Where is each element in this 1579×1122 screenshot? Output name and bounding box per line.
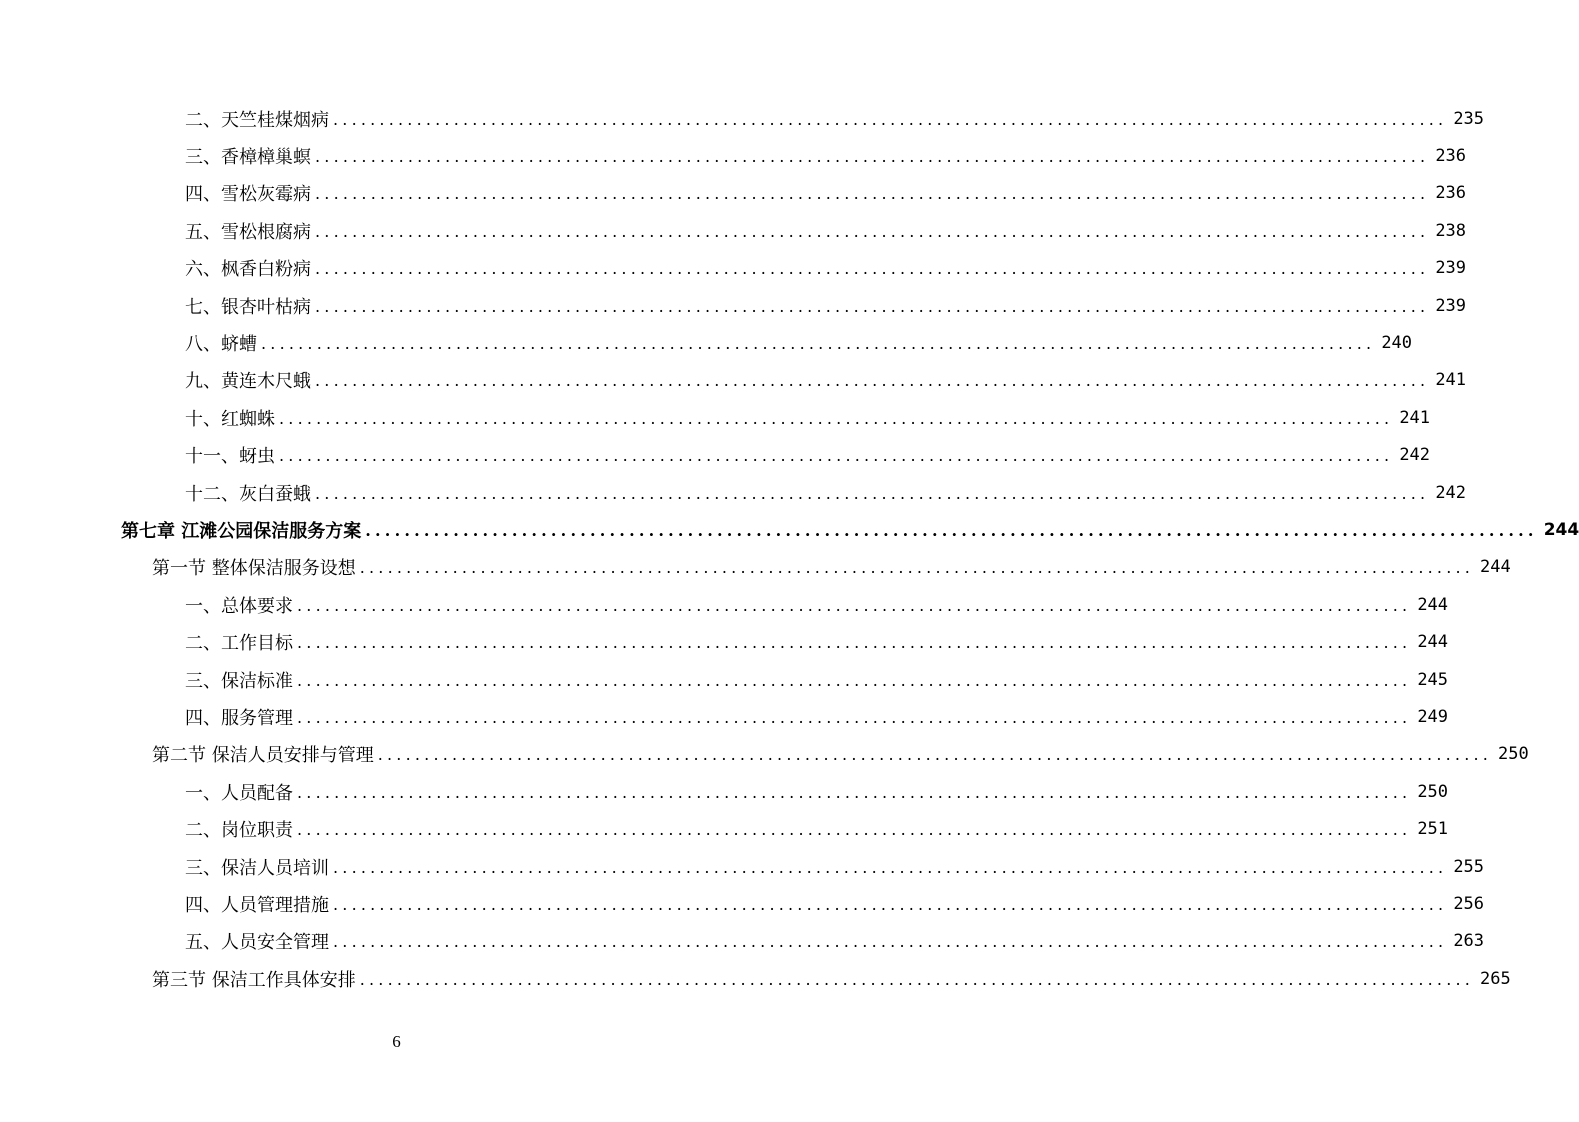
toc-dot-leader: ........................................................................................................................	[315, 184, 1430, 204]
toc-item-entry[interactable]	[0, 175, 1467, 212]
toc-dot-leader: ........................................................................................................................	[333, 857, 1448, 877]
toc-entry-page-number: 244	[1543, 519, 1579, 540]
toc-item-entry[interactable]	[0, 362, 1467, 399]
toc-entry-label: 第七章 江滩公园保洁服务方案	[121, 517, 365, 543]
toc-entry-page-number: 250	[1417, 781, 1449, 802]
toc-item-entry[interactable]	[0, 923, 1485, 960]
toc-item-entry[interactable]	[0, 212, 1467, 249]
toc-dot-leader: ........................................................................................................................	[333, 109, 1448, 129]
toc-dot-leader: ........................................................................................................................	[297, 670, 1412, 690]
toc-entry-page-number: 241	[1399, 407, 1431, 428]
toc-item-entry[interactable]	[0, 698, 1449, 735]
toc-entry-label: 十、红蜘蛛	[185, 405, 279, 431]
toc-dot-leader: ........................................................................................................................	[297, 782, 1412, 802]
toc-item-entry[interactable]	[0, 885, 1485, 922]
toc-entry-label: 四、雪松灰霉病	[185, 180, 315, 206]
toc-item-entry[interactable]	[0, 474, 1467, 511]
toc-entry-label: 八、蛴螬	[185, 330, 261, 356]
toc-entry-page-number: 240	[1381, 333, 1413, 354]
toc-entry-page-number: 265	[1480, 968, 1511, 989]
toc-entry-label: 一、总体要求	[185, 592, 297, 618]
toc-entry-page-number: 239	[1435, 295, 1467, 316]
table-of-contents	[0, 100, 1579, 997]
toc-dot-leader: ........................................................................................................................	[359, 558, 1475, 578]
toc-entry-label: 四、服务管理	[185, 704, 297, 730]
toc-dot-leader: ........................................................................................................................	[315, 259, 1430, 279]
toc-entry-label: 三、保洁标准	[185, 667, 297, 693]
toc-item-entry[interactable]	[0, 137, 1467, 174]
page-number: 6	[392, 1032, 401, 1051]
toc-entry-page-number: 255	[1453, 856, 1485, 877]
toc-entry-page-number: 263	[1453, 931, 1485, 952]
toc-entry-page-number: 236	[1435, 183, 1467, 204]
toc-section-entry[interactable]	[0, 549, 1511, 586]
toc-entry-label: 二、岗位职责	[185, 816, 297, 842]
toc-entry-label: 六、枫香白粉病	[185, 255, 315, 281]
toc-entry-label: 四、人员管理措施	[185, 891, 333, 917]
toc-entry-page-number: 236	[1435, 146, 1467, 167]
toc-dot-leader: ........................................................................................................................	[333, 932, 1448, 952]
toc-entry-label: 五、人员安全管理	[185, 928, 333, 954]
toc-entry-label: 第一节 整体保洁服务设想	[152, 554, 360, 580]
toc-dot-leader: ........................................................................................................................	[297, 633, 1412, 653]
toc-entry-label: 三、香樟樟巢螟	[185, 143, 315, 169]
toc-dot-leader: ........................................................................................................................	[315, 483, 1430, 503]
toc-entry-page-number: 245	[1417, 669, 1449, 690]
toc-entry-page-number: 241	[1435, 370, 1467, 391]
toc-entry-label: 第二节 保洁人员安排与管理	[152, 741, 378, 767]
toc-entry-page-number: 235	[1453, 108, 1485, 129]
toc-entry-label: 十二、灰白蚕蛾	[185, 480, 315, 506]
toc-entry-page-number: 244	[1480, 557, 1511, 578]
toc-entry-page-number: 242	[1399, 445, 1431, 466]
toc-dot-leader: ........................................................................................................................	[359, 969, 1475, 989]
toc-entry-label: 九、黄连木尺蛾	[185, 367, 315, 393]
toc-dot-leader: ........................................................................................................................	[365, 520, 1538, 540]
toc-entry-page-number: 244	[1417, 594, 1449, 615]
toc-item-entry[interactable]	[0, 810, 1449, 847]
toc-dot-leader: ........................................................................................................................	[279, 446, 1394, 466]
toc-entry-label: 三、保洁人员培训	[185, 854, 333, 880]
toc-item-entry[interactable]	[0, 773, 1449, 810]
toc-dot-leader: ........................................................................................................................	[315, 147, 1430, 167]
toc-entry-page-number: 249	[1417, 706, 1449, 727]
toc-item-entry[interactable]	[0, 661, 1449, 698]
toc-chapter-entry[interactable]	[0, 511, 1579, 548]
toc-entry-page-number: 250	[1498, 744, 1529, 765]
toc-entry-page-number: 238	[1435, 220, 1467, 241]
toc-entry-label: 七、银杏叶枯病	[185, 293, 315, 319]
toc-item-entry[interactable]	[0, 848, 1485, 885]
toc-entry-label: 二、工作目标	[185, 629, 297, 655]
toc-dot-leader: ........................................................................................................................	[315, 296, 1430, 316]
toc-dot-leader: ........................................................................................................................	[297, 820, 1412, 840]
toc-dot-leader: ........................................................................................................................	[333, 894, 1448, 914]
toc-entry-label: 五、雪松根腐病	[185, 218, 315, 244]
toc-entry-page-number: 256	[1453, 893, 1485, 914]
toc-entry-label: 第三节 保洁工作具体安排	[152, 966, 360, 992]
toc-dot-leader: ........................................................................................................................	[315, 221, 1430, 241]
toc-entry-page-number: 239	[1435, 258, 1467, 279]
toc-item-entry[interactable]	[0, 623, 1449, 660]
toc-entry-label: 十一、蚜虫	[185, 442, 279, 468]
toc-section-entry[interactable]	[0, 960, 1511, 997]
toc-item-entry[interactable]	[0, 100, 1485, 137]
toc-item-entry[interactable]	[0, 287, 1467, 324]
toc-dot-leader: ........................................................................................................................	[297, 595, 1412, 615]
toc-dot-leader: ........................................................................................................................	[279, 408, 1394, 428]
toc-entry-page-number: 244	[1417, 632, 1449, 653]
toc-entry-label: 一、人员配备	[185, 779, 297, 805]
toc-item-entry[interactable]	[0, 586, 1449, 623]
toc-dot-leader: ........................................................................................................................	[261, 334, 1376, 354]
toc-entry-page-number: 242	[1435, 482, 1467, 503]
toc-item-entry[interactable]	[0, 437, 1431, 474]
toc-section-entry[interactable]	[0, 736, 1529, 773]
toc-item-entry[interactable]	[0, 250, 1467, 287]
toc-entry-label: 二、天竺桂煤烟病	[185, 106, 333, 132]
toc-item-entry[interactable]	[0, 324, 1413, 361]
toc-dot-leader: ........................................................................................................................	[377, 745, 1493, 765]
toc-item-entry[interactable]	[0, 399, 1431, 436]
toc-entry-page-number: 251	[1417, 819, 1449, 840]
toc-dot-leader: ........................................................................................................................	[315, 371, 1430, 391]
toc-dot-leader: ........................................................................................................................	[297, 707, 1412, 727]
